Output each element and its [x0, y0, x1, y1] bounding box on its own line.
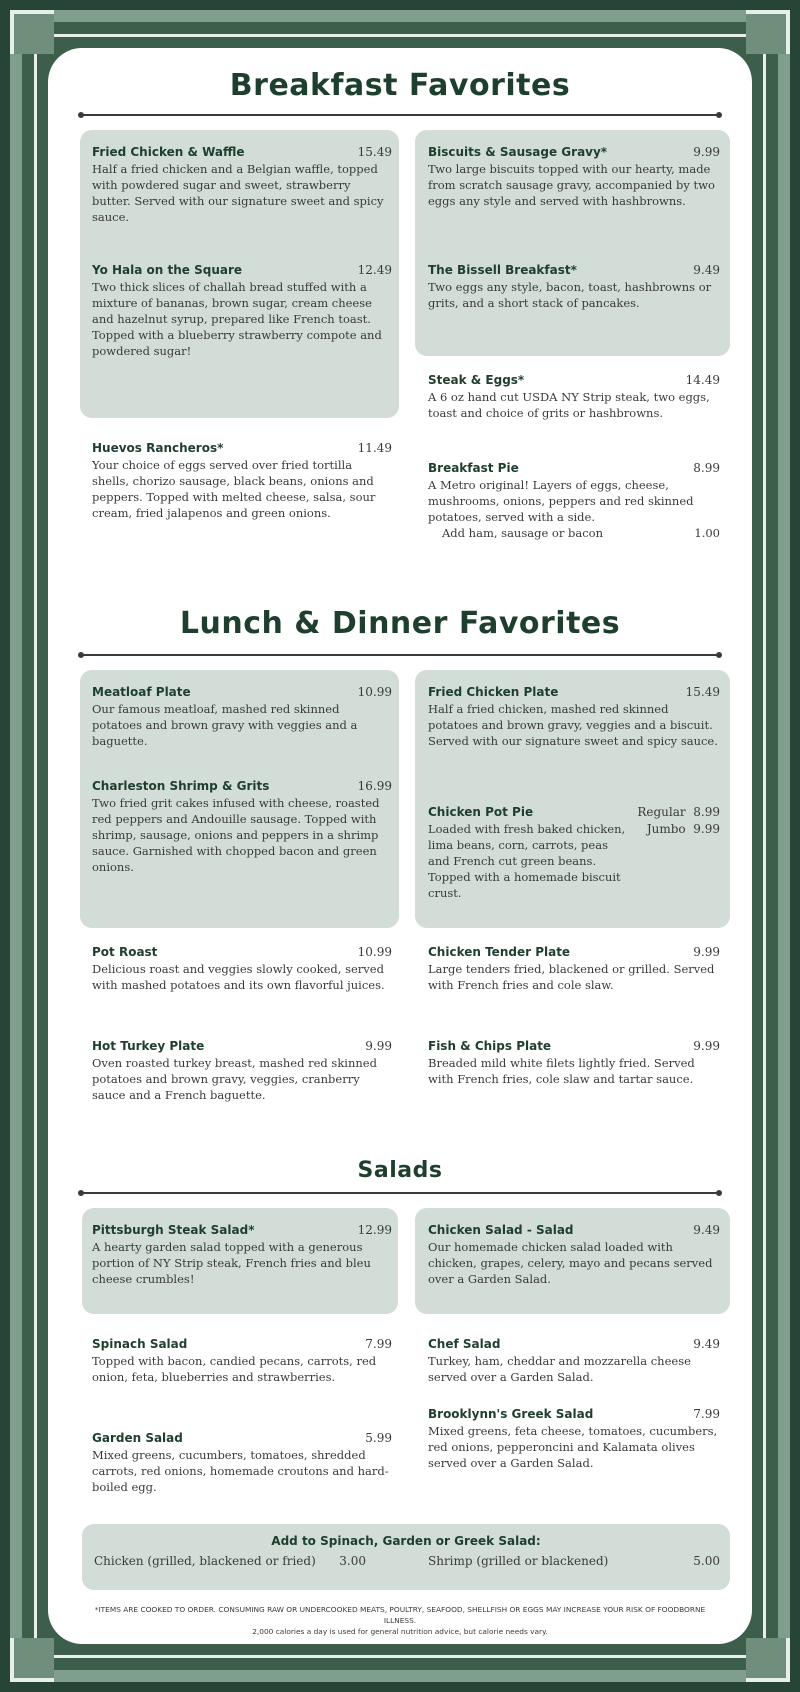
corner-ornament [10, 1638, 54, 1682]
item-description: Two fried grit cakes infused with cheese, roasted red peppers and Andouille sausage. Topped with shrimp, sausage, onions and peppers in a shrimp sauce. Garnished with chopped bacon and green onions. [92, 796, 380, 874]
item-description: Loaded with fresh baked chicken, lima beans, corn, carrots, peas and French cut green beans. Topped with a homemade biscuit crust. [428, 822, 626, 900]
menu-item [428, 1222, 720, 1287]
section-rule [82, 1192, 718, 1194]
item-price: 10.99 [357, 685, 392, 699]
menu-page [48, 48, 752, 1644]
corner-ornament [10, 10, 54, 54]
item-price: 11.49 [357, 441, 392, 455]
section-title-breakfast: Breakfast Favorites [229, 68, 571, 103]
item-name: Breakfast Pie [428, 461, 519, 475]
menu-item [428, 1038, 720, 1087]
menu-item [428, 262, 720, 311]
salad-addon-shrimp [428, 1554, 720, 1568]
footer-disclaimer [78, 1604, 722, 1637]
price-jumbo-label: Jumbo [646, 822, 686, 836]
item-name: Pot Roast [92, 945, 158, 959]
menu-item [428, 804, 720, 901]
item-price: 9.99 [693, 1039, 720, 1053]
section-rule [82, 114, 718, 116]
menu-item [428, 944, 720, 993]
item-description: Breaded mild white filets lightly fried. Served with French fries, cole slaw and tartar sauce. [428, 1056, 695, 1086]
addon-price: 5.00 [693, 1554, 720, 1568]
menu-item [92, 684, 392, 749]
item-description: Two eggs any style, bacon, toast, hashbrowns or grits, and a short stack of pancakes. [428, 280, 712, 310]
menu-item [428, 1336, 720, 1385]
item-name: Biscuits & Sausage Gravy* [428, 145, 608, 159]
calorie-note: 2,000 calories a day is used for general nutrition advice, but calorie needs vary. [252, 1627, 548, 1636]
disclaimer-line: *ITEMS ARE COOKED TO ORDER. CONSUMING RAW OR UNDERCOOKED MEATS, POULTRY, SEAFOOD, SHELLFISH OR EGGS MAY INCREASE YOUR RISK OF FOODBORNE ILLNESS. [94, 1605, 706, 1625]
menu-item [428, 460, 720, 541]
item-price: 7.99 [365, 1337, 392, 1351]
menu-item [92, 1038, 392, 1103]
addon-label: Chicken (grilled, blackened or fried) [94, 1554, 316, 1568]
item-name: Hot Turkey Plate [92, 1039, 205, 1053]
item-name: Yo Hala on the Square [92, 263, 243, 277]
menu-item [428, 684, 720, 749]
item-name: Fried Chicken & Waffle [92, 145, 245, 159]
salad-addon-chicken [94, 1554, 366, 1568]
section-rule [82, 654, 718, 656]
menu-item [92, 778, 392, 875]
item-description: Mixed greens, feta cheese, tomatoes, cucumbers, red onions, pepperoncini and Kalamata olives served over a Garden Salad. [428, 1424, 718, 1470]
salad-addon-box [82, 1524, 730, 1590]
corner-ornament [746, 10, 790, 54]
tiered-price [637, 804, 720, 838]
item-price: 14.49 [685, 373, 720, 387]
addon-label: Add ham, sausage or bacon [442, 526, 603, 540]
item-description: Turkey, ham, cheddar and mozzarella cheese served over a Garden Salad. [428, 1354, 691, 1384]
price-regular: 8.99 [693, 805, 720, 819]
item-name: Chicken Salad - Salad [428, 1223, 574, 1237]
item-description: A hearty garden salad topped with a generous portion of NY Strip steak, French fries and bleu cheese crumbles! [92, 1240, 371, 1286]
item-description: Two large biscuits topped with our hearty, made from scratch sausage gravy, accompanied by two eggs any style and served with hashbrowns. [428, 162, 715, 208]
item-name: Chef Salad [428, 1337, 501, 1351]
item-price: 8.99 [693, 461, 720, 475]
menu-item [92, 144, 392, 225]
section-title-lunch-dinner: Lunch & Dinner Favorites [179, 606, 621, 641]
item-name: Charleston Shrimp & Grits [92, 779, 270, 793]
item-price: 9.49 [693, 1223, 720, 1237]
item-price: 9.99 [693, 145, 720, 159]
item-name: The Bissell Breakfast* [428, 263, 577, 277]
item-description: Mixed greens, cucumbers, tomatoes, shredded carrots, red onions, homemade croutons and hard-boiled egg. [92, 1448, 389, 1494]
menu-item [92, 440, 392, 521]
item-addon [428, 525, 720, 541]
item-price: 12.99 [357, 1223, 392, 1237]
item-name: Fried Chicken Plate [428, 685, 559, 699]
menu-item [428, 372, 720, 421]
item-price: 9.49 [693, 263, 720, 277]
item-price: 12.49 [357, 263, 392, 277]
item-description: Oven roasted turkey breast, mashed red skinned potatoes and brown gravy, veggies, cranberry sauce and a French baguette. [92, 1056, 377, 1102]
item-description: Our famous meatloaf, mashed red skinned potatoes and brown gravy with veggies and a baguette. [92, 702, 358, 748]
section-title-salads: Salads [357, 1158, 443, 1183]
item-description: Delicious roast and veggies slowly cooked, served with mashed potatoes and its own flavorful juices. [92, 962, 385, 992]
menu-item [92, 1430, 392, 1495]
item-description: Half a fried chicken and a Belgian waffle, topped with powdered sugar and sweet, strawberry butter. Served with our signature sweet and spicy sauce. [92, 162, 384, 224]
item-description: A Metro original! Layers of eggs, cheese, mushrooms, onions, peppers and red skinned potatoes, served with a side. [428, 478, 694, 524]
item-name: Pittsburgh Steak Salad* [92, 1223, 255, 1237]
item-name: Garden Salad [92, 1431, 183, 1445]
item-description: Half a fried chicken, mashed red skinned potatoes and brown gravy, veggies and a biscuit. Served with our signature sweet and spicy sauce. [428, 702, 718, 748]
item-price: 7.99 [693, 1407, 720, 1421]
item-name: Steak & Eggs* [428, 373, 525, 387]
item-description: A 6 oz hand cut USDA NY Strip steak, two eggs, toast and choice of grits or hashbrowns. [428, 390, 710, 420]
item-description: Topped with bacon, candied pecans, carrots, red onion, feta, blueberries and strawberries. [92, 1354, 377, 1384]
salad-addon-title: Add to Spinach, Garden or Greek Salad: [271, 1534, 541, 1548]
item-description: Our homemade chicken salad loaded with chicken, grapes, celery, mayo and pecans served over a Garden Salad. [428, 1240, 713, 1286]
menu-item [92, 1336, 392, 1385]
menu-item [92, 262, 392, 359]
item-description: Large tenders fried, blackened or grilled. Served with French fries and cole slaw. [428, 962, 715, 992]
menu-item [428, 1406, 720, 1471]
menu-item [92, 1222, 392, 1287]
item-description: Two thick slices of challah bread stuffed with a mixture of bananas, brown sugar, cream cheese and hazelnut syrup, prepared like French toast. Topped with a blueberry strawberry compote and powdered sugar! [92, 280, 382, 358]
item-name: Meatloaf Plate [92, 685, 191, 699]
item-name: Chicken Pot Pie [428, 805, 534, 819]
price-jumbo: 9.99 [693, 822, 720, 836]
item-name: Brooklynn's Greek Salad [428, 1407, 594, 1421]
menu-item [92, 944, 392, 993]
item-name: Spinach Salad [92, 1337, 188, 1351]
addon-price: 3.00 [339, 1554, 366, 1568]
item-price: 15.49 [685, 685, 720, 699]
item-price: 10.99 [357, 945, 392, 959]
item-name: Chicken Tender Plate [428, 945, 571, 959]
item-price: 15.49 [357, 145, 392, 159]
menu-item [428, 144, 720, 209]
item-price: 16.99 [357, 779, 392, 793]
item-price: 9.49 [693, 1337, 720, 1351]
addon-price: 1.00 [694, 526, 720, 540]
corner-ornament [746, 1638, 790, 1682]
addon-label: Shrimp (grilled or blackened) [428, 1554, 609, 1568]
item-description: Your choice of eggs served over fried tortilla shells, chorizo sausage, black beans, onions and peppers. Topped with melted cheese, salsa, sour cream, fried jalapenos and green onions. [92, 458, 376, 520]
item-price: 5.99 [365, 1431, 392, 1445]
price-regular-label: Regular [637, 805, 686, 819]
item-price: 9.99 [365, 1039, 392, 1053]
item-name: Huevos Rancheros* [92, 441, 224, 455]
item-price: 9.99 [693, 945, 720, 959]
item-name: Fish & Chips Plate [428, 1039, 552, 1053]
